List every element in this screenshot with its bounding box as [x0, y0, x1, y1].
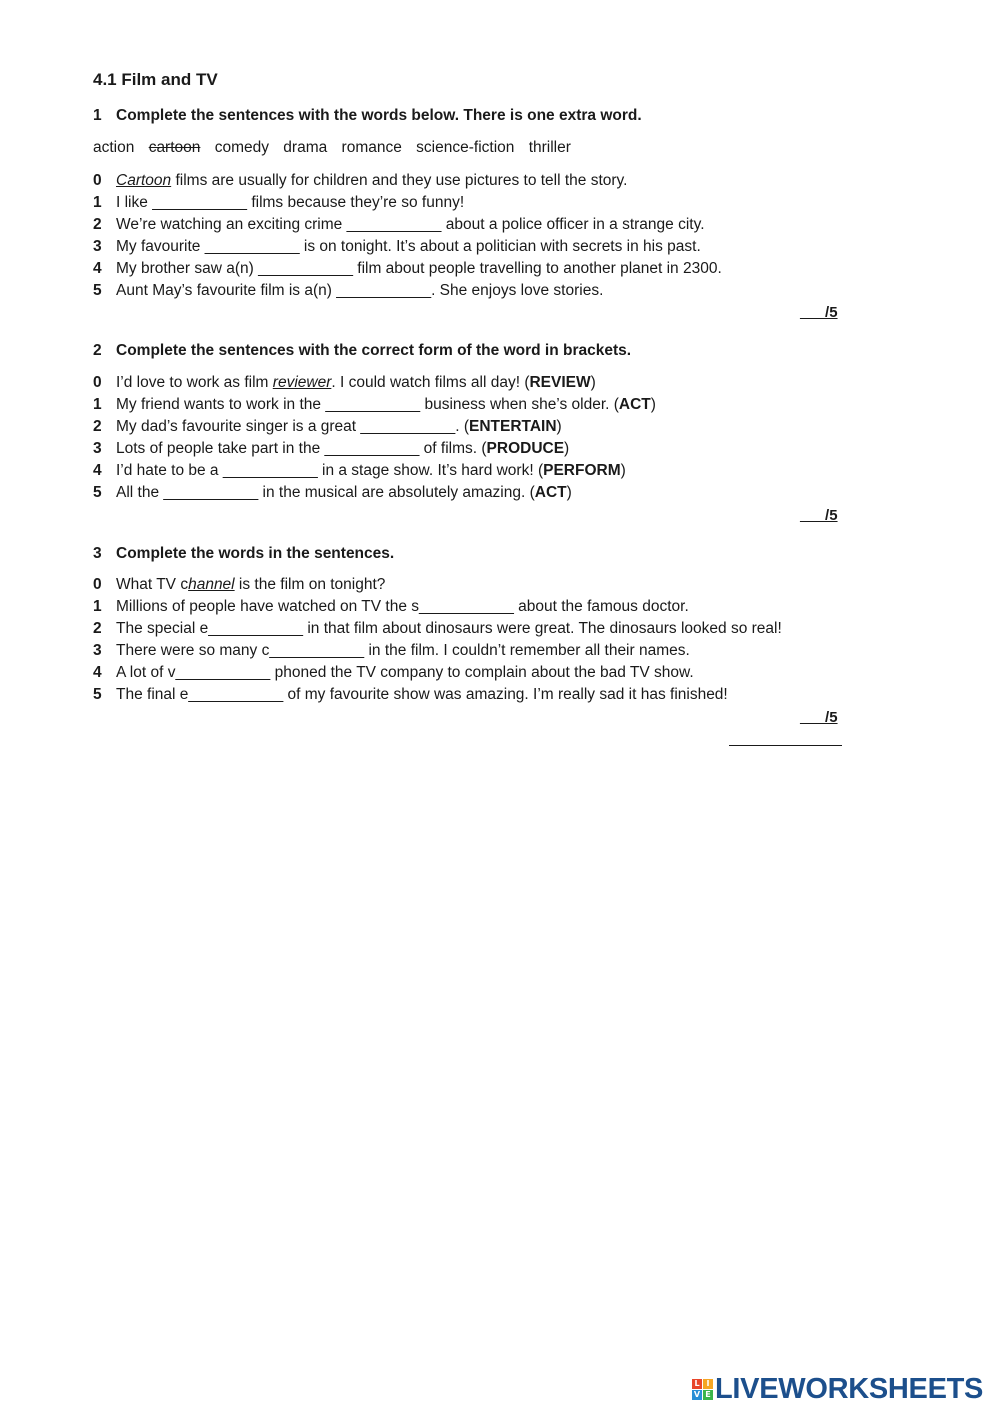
item-text: All the: [116, 484, 164, 501]
item-text: phoned the TV company to complain about the bad TV show.: [270, 664, 694, 681]
item-text: Millions of people have watched on TV the s: [116, 598, 420, 615]
logo-mark-tile: L: [692, 1379, 702, 1389]
item-text: is on tonight. It’s about a politician with secrets in his past.: [299, 238, 701, 255]
list-item: [93, 258, 722, 280]
item-text: films because they’re so funny!: [247, 194, 465, 211]
item-text: We’re watching an exciting crime: [116, 216, 347, 233]
item-number: 4: [93, 664, 102, 681]
answer-blank[interactable]: ___________: [222, 462, 318, 479]
bracket-word: PERFORM: [543, 462, 621, 479]
item-text: ): [564, 440, 570, 457]
bracket-word: ENTERTAIN: [469, 418, 557, 435]
word-bank-item-crossed: cartoon: [148, 139, 201, 156]
item-text: ): [620, 462, 626, 479]
example-item: [93, 170, 722, 192]
item-text: I like: [116, 194, 153, 211]
total-score-line[interactable]: [729, 745, 842, 746]
item-text: My favourite: [116, 238, 205, 255]
item-text: . She enjoys love stories.: [431, 282, 604, 299]
item-text: . I could watch films all day! (: [331, 374, 530, 391]
item-text: in the musical are absolutely amazing. (: [258, 484, 535, 501]
list-item: [93, 438, 656, 460]
item-number: 5: [93, 484, 102, 501]
item-text: My friend wants to work in the: [116, 396, 326, 413]
word-bank-item: science-fiction: [416, 139, 515, 156]
item-text: of my favourite show was amazing. I’m really sad it has finished!: [283, 686, 728, 703]
section-3-score[interactable]: ___/5: [800, 709, 838, 726]
logo-mark-tile: I: [703, 1379, 713, 1389]
section-number: 1: [93, 107, 102, 124]
item-text: about a police officer in a strange city.: [441, 216, 705, 233]
section-3-heading: [93, 545, 394, 563]
item-text: ): [556, 418, 562, 435]
list-item: [93, 460, 656, 482]
item-number: 3: [93, 238, 102, 255]
answer-blank[interactable]: ___________: [163, 484, 259, 501]
answer-blank[interactable]: ___________: [175, 664, 271, 681]
item-text: The special e: [116, 620, 209, 637]
answer-blank[interactable]: ___________: [258, 260, 353, 277]
item-text: Aunt May’s favourite film is a(n): [116, 282, 337, 299]
item-number: 4: [93, 462, 102, 479]
item-text: ): [566, 484, 572, 501]
example-answer: hannel: [188, 576, 235, 593]
item-number: 3: [93, 440, 102, 457]
item-text: ): [650, 396, 656, 413]
logo-mark-tile: V: [693, 1389, 701, 1399]
item-number: 0: [93, 172, 102, 189]
answer-blank[interactable]: ___________: [360, 418, 456, 435]
section-2-heading: [93, 342, 631, 360]
section-3-items: [93, 574, 782, 706]
item-text: . (: [455, 418, 469, 435]
item-text: business when she’s older. (: [420, 396, 619, 413]
word-bank-item: drama: [283, 139, 328, 156]
item-text: I’d hate to be a: [116, 462, 223, 479]
example-item: [93, 574, 782, 596]
item-number: 1: [93, 396, 102, 413]
item-text: What TV c: [116, 576, 189, 593]
example-answer: Cartoon: [116, 172, 172, 189]
item-text: in a stage show. It’s hard work! (: [317, 462, 544, 479]
bracket-word: REVIEW: [529, 374, 591, 391]
answer-blank[interactable]: ___________: [269, 642, 365, 659]
item-number: 2: [93, 418, 102, 435]
list-item: [93, 280, 722, 302]
item-text: My dad’s favourite singer is a great: [116, 418, 361, 435]
item-text: of films. (: [419, 440, 487, 457]
word-bank: [93, 139, 581, 157]
section-number: 3: [93, 545, 102, 562]
answer-blank[interactable]: ___________: [336, 282, 432, 299]
list-item: [93, 618, 782, 640]
item-number: 1: [93, 598, 102, 615]
answer-blank[interactable]: ___________: [208, 620, 304, 637]
item-number: 5: [93, 282, 102, 299]
example-answer: reviewer: [272, 374, 332, 391]
section-number: 2: [93, 342, 102, 359]
answer-blank[interactable]: ___________: [324, 440, 420, 457]
item-text: in the film. I couldn’t remember all their names.: [364, 642, 690, 659]
item-text: is the film on tonight?: [234, 576, 386, 593]
page-title: 4.1 Film and TV: [93, 70, 218, 89]
bracket-word: ACT: [534, 484, 567, 501]
word-bank-item: action: [93, 139, 135, 156]
item-text: ): [590, 374, 596, 391]
item-text: film about people travelling to another planet in 2300.: [352, 260, 722, 277]
bracket-word: PRODUCE: [486, 440, 565, 457]
section-1-score[interactable]: ___/5: [800, 304, 838, 321]
list-item: [93, 192, 722, 214]
answer-blank[interactable]: ___________: [325, 396, 421, 413]
item-number: 3: [93, 642, 102, 659]
logo-mark-icon: [692, 1379, 713, 1400]
item-text: I’d love to work as film: [116, 374, 273, 391]
bracket-word: ACT: [618, 396, 651, 413]
item-text: There were so many c: [116, 642, 270, 659]
list-item: [93, 684, 782, 706]
list-item: [93, 662, 782, 684]
logo-mark-tile: E: [703, 1390, 713, 1400]
list-item: [93, 482, 656, 504]
item-text: Lots of people take part in the: [116, 440, 325, 457]
answer-blank[interactable]: ___________: [204, 238, 300, 255]
item-text: in that film about dinosaurs were great. The dinosaurs looked so real!: [303, 620, 782, 637]
item-number: 5: [93, 686, 102, 703]
section-2-score[interactable]: ___/5: [800, 507, 838, 524]
answer-blank[interactable]: ___________: [152, 194, 248, 211]
item-number: 4: [93, 260, 102, 277]
list-item: [93, 394, 656, 416]
word-bank-item: thriller: [528, 139, 571, 156]
item-text: My brother saw a(n): [116, 260, 259, 277]
list-item: [93, 596, 782, 618]
item-number: 2: [93, 620, 102, 637]
list-item: [93, 236, 722, 258]
list-item: [93, 640, 782, 662]
item-text: The final e: [116, 686, 189, 703]
list-item: [93, 214, 722, 236]
item-text: about the famous doctor.: [513, 598, 689, 615]
item-number: 2: [93, 216, 102, 233]
liveworksheets-logo: [692, 1374, 983, 1404]
answer-blank[interactable]: ___________: [419, 598, 514, 615]
item-number: 0: [93, 576, 102, 593]
section-1-heading: [93, 107, 642, 125]
section-instruction: Complete the sentences with the words below. There is one extra word.: [116, 107, 642, 124]
answer-blank[interactable]: ___________: [188, 686, 284, 703]
item-number: 1: [93, 194, 102, 211]
example-item: [93, 372, 656, 394]
section-instruction: Complete the words in the sentences.: [116, 545, 395, 562]
section-1-items: [93, 170, 722, 302]
word-bank-item: comedy: [214, 139, 269, 156]
item-text: films are usually for children and they use pictures to tell the story.: [171, 172, 628, 189]
word-bank-item: romance: [341, 139, 402, 156]
section-2-items: [93, 372, 656, 504]
section-instruction: Complete the sentences with the correct form of the word in brackets.: [116, 342, 632, 359]
list-item: [93, 416, 656, 438]
logo-text: LIVEWORKSHEETS: [715, 1373, 984, 1405]
item-text: A lot of v: [116, 664, 176, 681]
answer-blank[interactable]: ___________: [346, 216, 442, 233]
item-number: 0: [93, 374, 102, 391]
